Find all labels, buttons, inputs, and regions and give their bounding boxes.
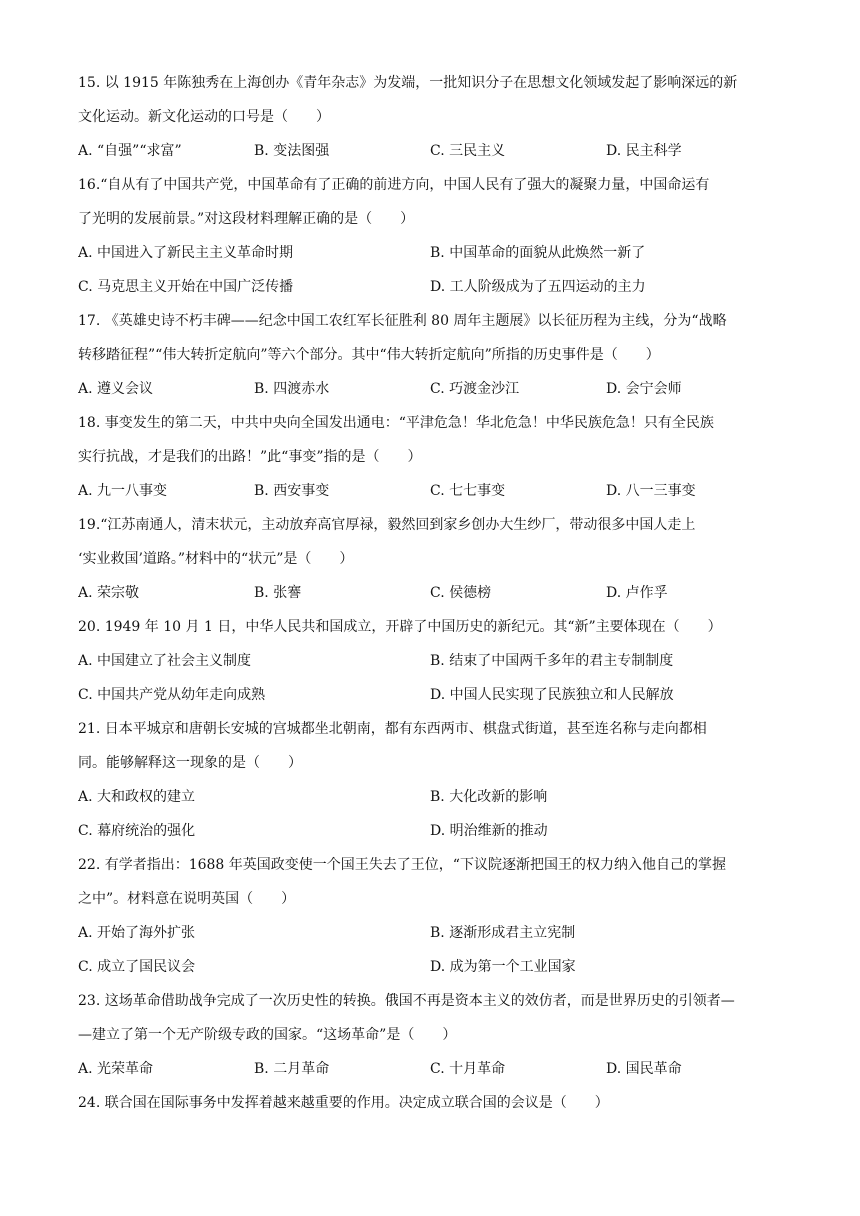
answer-options-row — [78, 474, 784, 508]
question-stem-line: 实行抗战，才是我们的出路！”此“事变”指的是（ ） — [78, 449, 422, 465]
question-stem-line: 24. 联合国在国际事务中发挥着越来越重要的作用。决定成立联合国的会议是（ ） — [78, 1095, 609, 1111]
question-item — [78, 848, 784, 984]
answer-option: A. 中国进入了新民主主义革命时期 — [78, 245, 294, 261]
answer-options-row — [78, 576, 784, 610]
question-stem-line: 23. 这场革命借助战争完成了一次历史性的转换。俄国不再是资本主义的效仿者，而是世界历史的引领者— — [78, 993, 735, 1009]
answer-option: A. 光荣革命 — [78, 1061, 154, 1077]
question-stem-line: 了光明的发展前景。”对这段材料理解正确的是（ ） — [78, 211, 415, 227]
answer-option: A. 九一八事变 — [78, 483, 168, 499]
answer-option: C. 三民主义 — [430, 143, 506, 159]
answer-option: B. 大化改新的影响 — [430, 789, 548, 805]
answer-option: D. 中国人民实现了民族独立和人民解放 — [430, 687, 674, 703]
answer-option: D. 国民革命 — [606, 1061, 682, 1077]
answer-option: A. “自强”“求富” — [78, 143, 182, 159]
question-item — [78, 168, 784, 304]
answer-option: D. 会宁会师 — [606, 381, 682, 397]
answer-option: A. 遵义会议 — [78, 381, 154, 397]
answer-options-row — [78, 270, 784, 304]
question-stem-line: —建立了第一个无产阶级专政的国家。“这场革命”是（ ） — [78, 1027, 457, 1043]
answer-options-row — [78, 134, 784, 168]
question-item — [78, 984, 784, 1086]
question-stem-line: 转移踏征程”“伟大转折定航向”等六个部分。其中“伟大转折定航向”所指的历史事件是（ ） — [78, 347, 660, 363]
answer-option: B. 张謇 — [254, 585, 302, 601]
answer-option: A. 荣宗敬 — [78, 585, 140, 601]
answer-option: D. 成为第一个工业国家 — [430, 959, 576, 975]
answer-option: C. 七七事变 — [430, 483, 506, 499]
answer-option: C. 侯德榜 — [430, 585, 492, 601]
answer-option: A. 大和政权的建立 — [78, 789, 196, 805]
answer-option: A. 中国建立了社会主义制度 — [78, 653, 252, 669]
answer-option: C. 巧渡金沙江 — [430, 381, 520, 397]
answer-option: A. 开始了海外扩张 — [78, 925, 196, 941]
answer-options-row — [78, 814, 784, 848]
question-stem-line: 21. 日本平城京和唐朝长安城的宫城都坐北朝南，都有东西两市、棋盘式街道，甚至连名称与走向都相 — [78, 721, 707, 737]
question-stem-line: 16.“自从有了中国共产党，中国革命有了正确的前进方向，中国人民有了强大的凝聚力量，中国命运有 — [78, 177, 710, 193]
answer-option: D. 工人阶级成为了五四运动的主力 — [430, 279, 646, 295]
question-item — [78, 610, 784, 712]
question-item — [78, 508, 784, 610]
answer-options-row — [78, 916, 784, 950]
answer-option: B. 西安事变 — [254, 483, 330, 499]
answer-option: B. 四渡赤水 — [254, 381, 330, 397]
answer-option: D. 民主科学 — [606, 143, 682, 159]
answer-option: C. 幕府统治的强化 — [78, 823, 196, 839]
question-stem-line: 18. 事变发生的第二天，中共中央向全国发出通电：“平津危急！华北危急！中华民族危急！只有全民族 — [78, 415, 714, 431]
question-stem-line: 同。能够解释这一现象的是（ ） — [78, 755, 302, 771]
exam-page — [78, 66, 784, 1120]
answer-option: C. 马克思主义开始在中国广泛传播 — [78, 279, 294, 295]
answer-option: D. 卢作孚 — [606, 585, 668, 601]
question-item — [78, 304, 784, 406]
answer-options-row — [78, 950, 784, 984]
question-stem-line: 20. 1949 年 10 月 1 日，中华人民共和国成立，开辟了中国历史的新纪元。其“新”主要体现在（ ） — [78, 619, 722, 635]
answer-options-row — [78, 644, 784, 678]
answer-option: D. 明治维新的推动 — [430, 823, 548, 839]
question-item — [78, 1086, 784, 1120]
question-stem-line: ‘实业救国’道路。”材料中的“状元”是（ ） — [78, 551, 354, 567]
question-stem-line: 17. 《英雄史诗不朽丰碑——纪念中国工农红军长征胜利 80 周年主题展》以长征历程为主线，分为“战略 — [78, 313, 727, 329]
answer-options-row — [78, 372, 784, 406]
question-stem-line: 文化运动。新文化运动的口号是（ ） — [78, 109, 330, 125]
question-item — [78, 66, 784, 168]
answer-option: B. 二月革命 — [254, 1061, 330, 1077]
answer-option: C. 成立了国民议会 — [78, 959, 196, 975]
question-item — [78, 712, 784, 848]
answer-option: B. 结束了中国两千多年的君主专制制度 — [430, 653, 674, 669]
answer-options-row — [78, 236, 784, 270]
answer-options-row — [78, 780, 784, 814]
answer-option: C. 中国共产党从幼年走向成熟 — [78, 687, 266, 703]
answer-option: C. 十月革命 — [430, 1061, 506, 1077]
question-stem-line: 22. 有学者指出：1688 年英国政变使一个国王失去了王位，“下议院逐渐把国王的权力纳入他自己的掌握 — [78, 857, 726, 873]
answer-option: B. 逐渐形成君主立宪制 — [430, 925, 576, 941]
answer-options-row — [78, 1052, 784, 1086]
question-stem-line: 之中”。材料意在说明英国（ ） — [78, 891, 296, 907]
answer-option: B. 变法图强 — [254, 143, 330, 159]
question-stem-line: 15. 以 1915 年陈独秀在上海创办《青年杂志》为发端，一批知识分子在思想文化领域发起了影响深远的新 — [78, 75, 738, 91]
question-item — [78, 406, 784, 508]
answer-option: D. 八一三事变 — [606, 483, 696, 499]
question-stem-line: 19.“江苏南通人，清末状元，主动放弃高官厚禄，毅然回到家乡创办大生纱厂，带动很多中国人走上 — [78, 517, 696, 533]
answer-option: B. 中国革命的面貌从此焕然一新了 — [430, 245, 646, 261]
answer-options-row — [78, 678, 784, 712]
